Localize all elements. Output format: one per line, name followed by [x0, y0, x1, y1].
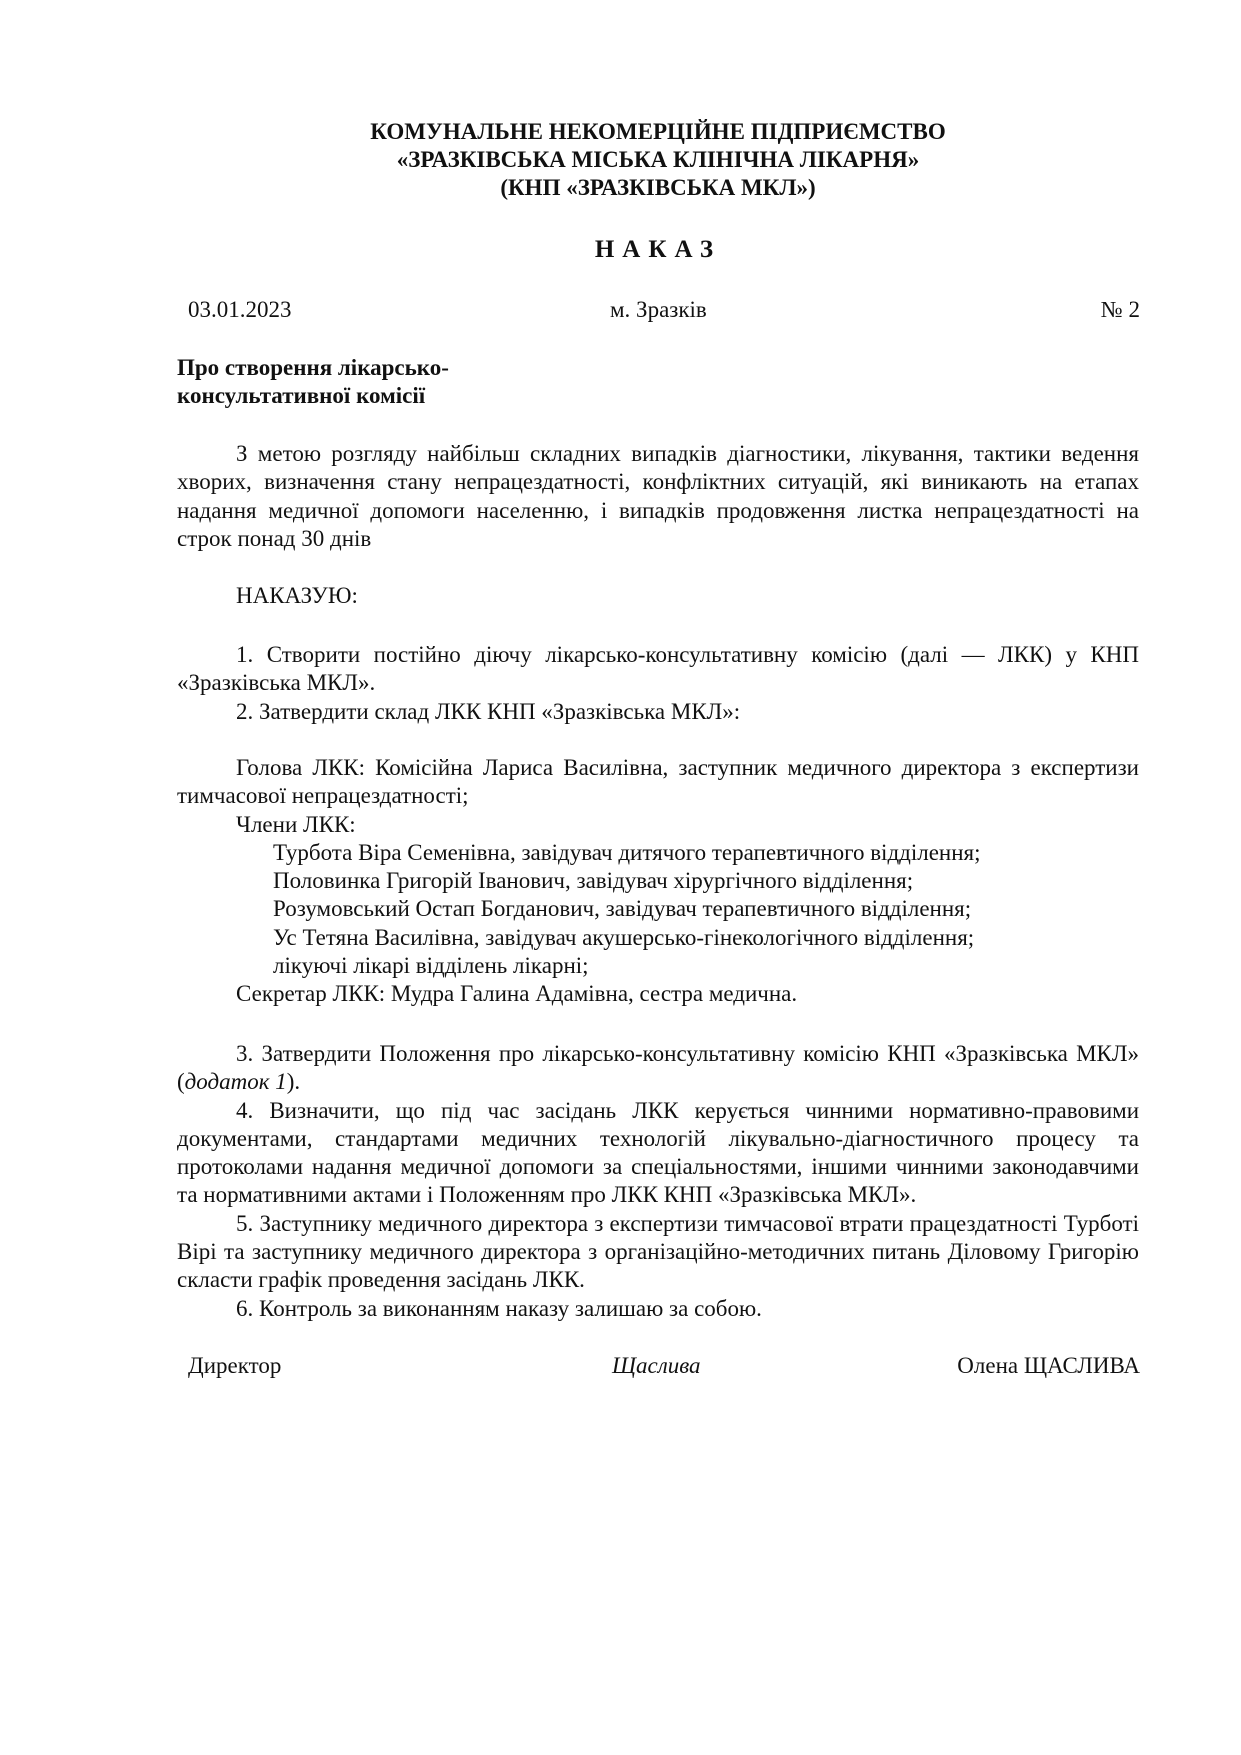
- commission-composition: [177, 754, 1139, 1009]
- item-6: 6. Контроль за виконанням наказу залишаю за собою.: [236, 1295, 762, 1321]
- member-1: Турбота Віра Семенівна, завідувач дитячого терапевтичного відділення;: [273, 839, 981, 865]
- header-line-2: «ЗРАЗКІВСЬКА МІСЬКА КЛІНІЧНА ЛІКАРНЯ»: [396, 147, 920, 172]
- item-1: 1. Створити постійно діючу лікарсько-консультативну комісію (далі — ЛКК) у КНП «Зразківська МКЛ».: [177, 642, 1139, 696]
- item-5: 5. Заступнику медичного директора з експертизи тимчасової втрати працездатності Турботі Вірі та заступнику медичного директора з організаційно-методичних питань Діловому Григорію скласти графік проведення засідань ЛКК.: [177, 1210, 1139, 1293]
- order-word-block: [177, 582, 1139, 610]
- member-3: Розумовський Остап Богданович, завідувач терапевтичного відділення;: [273, 896, 972, 922]
- member-5: лікуючі лікарі відділень лікарні;: [273, 953, 589, 979]
- item-3: [177, 1040, 1139, 1097]
- item-4: 4. Визначити, що під час засідань ЛКК керується чинними нормативно-правовими документами, стандартами медичних технологій лікувально-діагностичного процесу та протоколами надання медичної допомоги за спеціальностями, іншими чинними законодавчими та нормативними актами і Положенням про ЛКК КНП «Зразківська МКЛ».: [177, 1097, 1139, 1208]
- handwritten-signature: Щаслива: [612, 1353, 701, 1378]
- item-3-annex: додаток 1: [184, 1069, 287, 1095]
- subject-line-2: консультативної комісії: [177, 383, 426, 408]
- document-title: НАКАЗ: [594, 236, 722, 263]
- organization-header: [178, 118, 1138, 202]
- item-2: 2. Затвердити склад ЛКК КНП «Зразківська МКЛ»:: [236, 698, 741, 724]
- document-subject: [177, 354, 577, 410]
- document-city: м. Зразків: [610, 297, 707, 322]
- items-3-6: [177, 1040, 1139, 1323]
- member-4: Ус Тетяна Василівна, завідувач акушерсько-гінекологічного відділення;: [273, 924, 975, 950]
- document-number: № 2: [1100, 297, 1140, 322]
- header-line-3: (КНП «ЗРАЗКІВСЬКА МКЛ»): [500, 175, 816, 200]
- order-word: НАКАЗУЮ:: [236, 583, 358, 608]
- header-line-1: КОМУНАЛЬНЕ НЕКОМЕРЦІЙНЕ ПІДПРИЄМСТВО: [370, 119, 946, 144]
- items-1-2: [177, 641, 1139, 726]
- item-3-end: ).: [286, 1069, 301, 1095]
- member-2: Половинка Григорій Іванович, завідувач хірургічного відділення;: [273, 868, 914, 894]
- item-3-main: 3. Затвердити Положення про лікарсько-консультативну комісію КНП «Зразківська МКЛ» (: [177, 1041, 1139, 1095]
- signer-name: Олена ЩАСЛИВА: [957, 1353, 1140, 1378]
- commission-head: Голова ЛКК: Комісійна Лариса Василівна, заступник медичного директора з експертизи тимчасової непрацездатності;: [177, 755, 1139, 809]
- signer-role: Директор: [188, 1353, 282, 1378]
- intro-block: [177, 440, 1139, 553]
- commission-secretary: Секретар ЛКК: Мудра Галина Адамівна, сестра медична.: [236, 981, 798, 1007]
- members-label: Члени ЛКК:: [236, 811, 356, 837]
- subject-line-1: Про створення лікарсько-: [177, 355, 449, 380]
- document-date: 03.01.2023: [188, 297, 292, 322]
- intro-paragraph: З метою розгляду найбільш складних випадків діагностики, лікування, тактики ведення хворих, визначення стану непрацездатності, конфліктних ситуацій, які виникають на етапах надання медичної допомоги населенню, і випадків продовження листка непрацездатності на строк понад 30 днів: [177, 441, 1139, 551]
